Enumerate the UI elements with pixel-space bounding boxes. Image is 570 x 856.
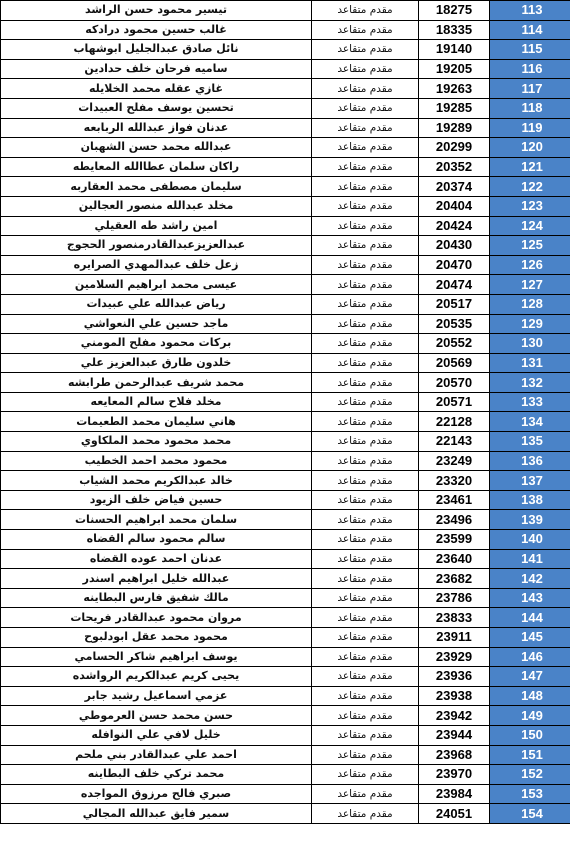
rank-cell: مقدم متقاعد: [312, 79, 419, 99]
number-cell: 22143: [419, 432, 490, 452]
sequence-cell: 116: [490, 59, 570, 79]
name-cell: زعل خلف عبدالمهدي الصرايره: [1, 255, 312, 275]
rank-cell: مقدم متقاعد: [312, 647, 419, 667]
table-row: [1, 392, 570, 412]
table-row: [1, 236, 570, 256]
number-cell: 19140: [419, 40, 490, 60]
table-row: [1, 196, 570, 216]
table-row: [1, 608, 570, 628]
name-cell: رياض عبدالله علي عبيدات: [1, 294, 312, 314]
table-row: [1, 804, 570, 824]
sequence-cell: 141: [490, 549, 570, 569]
name-cell: نائل صادق عبدالجليل ابوشهاب: [1, 40, 312, 60]
number-cell: 20424: [419, 216, 490, 236]
number-cell: 23942: [419, 706, 490, 726]
name-cell: خلدون طارق عبدالعزيز علي: [1, 353, 312, 373]
table-row: [1, 118, 570, 138]
name-cell: حسين فياض خلف الزيود: [1, 490, 312, 510]
number-cell: 20430: [419, 236, 490, 256]
sequence-cell: 146: [490, 647, 570, 667]
rank-cell: مقدم متقاعد: [312, 588, 419, 608]
table-row: [1, 510, 570, 530]
rank-cell: مقدم متقاعد: [312, 118, 419, 138]
sequence-cell: 147: [490, 667, 570, 687]
number-cell: 20571: [419, 392, 490, 412]
rank-cell: مقدم متقاعد: [312, 294, 419, 314]
number-cell: 20474: [419, 275, 490, 295]
name-cell: خليل لافي علي النوافله: [1, 725, 312, 745]
rank-cell: مقدم متقاعد: [312, 20, 419, 40]
rank-cell: مقدم متقاعد: [312, 471, 419, 491]
number-cell: 23461: [419, 490, 490, 510]
sequence-cell: 138: [490, 490, 570, 510]
number-cell: 23970: [419, 765, 490, 785]
rank-cell: مقدم متقاعد: [312, 373, 419, 393]
number-cell: 23496: [419, 510, 490, 530]
sequence-cell: 143: [490, 588, 570, 608]
table-row: [1, 59, 570, 79]
sequence-cell: 139: [490, 510, 570, 530]
number-cell: 20374: [419, 177, 490, 197]
number-cell: 20569: [419, 353, 490, 373]
name-cell: غازي عقله محمد الخلايله: [1, 79, 312, 99]
number-cell: 19263: [419, 79, 490, 99]
rank-cell: مقدم متقاعد: [312, 510, 419, 530]
number-cell: 20570: [419, 373, 490, 393]
sequence-cell: 124: [490, 216, 570, 236]
sequence-cell: 130: [490, 334, 570, 354]
sequence-cell: 150: [490, 725, 570, 745]
table-row: [1, 157, 570, 177]
retirees-table-body: [1, 1, 570, 824]
table-row: [1, 549, 570, 569]
rank-cell: مقدم متقاعد: [312, 451, 419, 471]
number-cell: 23944: [419, 725, 490, 745]
name-cell: عدنان فواز عبدالله الربابعه: [1, 118, 312, 138]
name-cell: يوسف ابراهيم شاكر الحسامي: [1, 647, 312, 667]
table-row: [1, 216, 570, 236]
name-cell: محمد محمود محمد الملكاوي: [1, 432, 312, 452]
table-row: [1, 294, 570, 314]
table-row: [1, 647, 570, 667]
table-row: [1, 432, 570, 452]
number-cell: 23640: [419, 549, 490, 569]
sequence-cell: 117: [490, 79, 570, 99]
number-cell: 23786: [419, 588, 490, 608]
number-cell: 19285: [419, 98, 490, 118]
rank-cell: مقدم متقاعد: [312, 353, 419, 373]
rank-cell: مقدم متقاعد: [312, 412, 419, 432]
rank-cell: مقدم متقاعد: [312, 745, 419, 765]
number-cell: 22128: [419, 412, 490, 432]
rank-cell: مقدم متقاعد: [312, 725, 419, 745]
sequence-cell: 125: [490, 236, 570, 256]
number-cell: 23682: [419, 569, 490, 589]
rank-cell: مقدم متقاعد: [312, 275, 419, 295]
rank-cell: مقدم متقاعد: [312, 98, 419, 118]
rank-cell: مقدم متقاعد: [312, 784, 419, 804]
sequence-cell: 114: [490, 20, 570, 40]
table-row: [1, 373, 570, 393]
table-row: [1, 471, 570, 491]
number-cell: 20517: [419, 294, 490, 314]
sequence-cell: 127: [490, 275, 570, 295]
sequence-cell: 129: [490, 314, 570, 334]
rank-cell: مقدم متقاعد: [312, 549, 419, 569]
name-cell: امين راشد طه العقيلي: [1, 216, 312, 236]
name-cell: سالم محمود سالم القضاه: [1, 530, 312, 550]
number-cell: 20552: [419, 334, 490, 354]
sequence-cell: 144: [490, 608, 570, 628]
name-cell: احمد علي عبدالقادر بني ملحم: [1, 745, 312, 765]
sequence-cell: 113: [490, 1, 570, 21]
table-row: [1, 569, 570, 589]
table-row: [1, 667, 570, 687]
sequence-cell: 137: [490, 471, 570, 491]
table-row: [1, 334, 570, 354]
sequence-cell: 140: [490, 530, 570, 550]
number-cell: 20352: [419, 157, 490, 177]
table-row: [1, 40, 570, 60]
rank-cell: مقدم متقاعد: [312, 1, 419, 21]
name-cell: مالك شفيق فارس البطاينه: [1, 588, 312, 608]
name-cell: سمير فايق عبدالله المجالي: [1, 804, 312, 824]
name-cell: تحسين يوسف مفلح العبيدات: [1, 98, 312, 118]
table-row: [1, 177, 570, 197]
rank-cell: مقدم متقاعد: [312, 177, 419, 197]
table-row: [1, 412, 570, 432]
rank-cell: مقدم متقاعد: [312, 138, 419, 158]
name-cell: عزمي اسماعيل رشيد جابر: [1, 686, 312, 706]
table-row: [1, 686, 570, 706]
rank-cell: مقدم متقاعد: [312, 59, 419, 79]
table-row: [1, 275, 570, 295]
table-row: [1, 79, 570, 99]
rank-cell: مقدم متقاعد: [312, 667, 419, 687]
number-cell: 19289: [419, 118, 490, 138]
sequence-cell: 120: [490, 138, 570, 158]
sequence-cell: 128: [490, 294, 570, 314]
rank-cell: مقدم متقاعد: [312, 314, 419, 334]
number-cell: 18335: [419, 20, 490, 40]
sequence-cell: 148: [490, 686, 570, 706]
name-cell: سلمان محمد ابراهيم الحسنات: [1, 510, 312, 530]
name-cell: عبدالله خليل ابراهيم اسندر: [1, 569, 312, 589]
name-cell: مخلد عبدالله منصور العجالين: [1, 196, 312, 216]
rank-cell: مقدم متقاعد: [312, 569, 419, 589]
number-cell: 20470: [419, 255, 490, 275]
table-row: [1, 314, 570, 334]
number-cell: 24051: [419, 804, 490, 824]
table-row: [1, 530, 570, 550]
name-cell: محمود محمد عقل ابودلبوح: [1, 628, 312, 648]
sequence-cell: 118: [490, 98, 570, 118]
number-cell: 23938: [419, 686, 490, 706]
name-cell: خالد عبدالكريم محمد الشياب: [1, 471, 312, 491]
name-cell: محمد تركي خلف البطاينه: [1, 765, 312, 785]
rank-cell: مقدم متقاعد: [312, 255, 419, 275]
table-row: [1, 628, 570, 648]
rank-cell: مقدم متقاعد: [312, 765, 419, 785]
table-row: [1, 20, 570, 40]
number-cell: 23968: [419, 745, 490, 765]
table-row: [1, 451, 570, 471]
name-cell: ماجد حسين علي النعواشي: [1, 314, 312, 334]
sequence-cell: 152: [490, 765, 570, 785]
name-cell: مروان محمود عبدالقادر فريحات: [1, 608, 312, 628]
name-cell: يحيى كريم عبدالكريم الرواشده: [1, 667, 312, 687]
rank-cell: مقدم متقاعد: [312, 196, 419, 216]
sequence-cell: 142: [490, 569, 570, 589]
table-row: [1, 706, 570, 726]
rank-cell: مقدم متقاعد: [312, 157, 419, 177]
number-cell: 23599: [419, 530, 490, 550]
number-cell: 23929: [419, 647, 490, 667]
rank-cell: مقدم متقاعد: [312, 804, 419, 824]
table-row: [1, 98, 570, 118]
sequence-cell: 151: [490, 745, 570, 765]
name-cell: عيسى محمد ابراهيم السلامين: [1, 275, 312, 295]
sequence-cell: 132: [490, 373, 570, 393]
sequence-cell: 149: [490, 706, 570, 726]
sequence-cell: 136: [490, 451, 570, 471]
name-cell: عبدالعزيزعبدالقادرمنصور الحجوج: [1, 236, 312, 256]
name-cell: تيسير محمود حسن الراشد: [1, 1, 312, 21]
sequence-cell: 135: [490, 432, 570, 452]
name-cell: حسن محمد حسن العرموطي: [1, 706, 312, 726]
number-cell: 23911: [419, 628, 490, 648]
name-cell: ساميه فرحان خلف حدادين: [1, 59, 312, 79]
number-cell: 19205: [419, 59, 490, 79]
name-cell: بركات محمود مفلح المومني: [1, 334, 312, 354]
name-cell: هاني سليمان محمد الطعيمات: [1, 412, 312, 432]
number-cell: 23249: [419, 451, 490, 471]
sequence-cell: 131: [490, 353, 570, 373]
rank-cell: مقدم متقاعد: [312, 392, 419, 412]
rank-cell: مقدم متقاعد: [312, 628, 419, 648]
name-cell: محمد شريف عبدالرحمن طرابشه: [1, 373, 312, 393]
sequence-cell: 123: [490, 196, 570, 216]
rank-cell: مقدم متقاعد: [312, 432, 419, 452]
table-row: [1, 765, 570, 785]
number-cell: 20535: [419, 314, 490, 334]
table-row: [1, 725, 570, 745]
table-row: [1, 588, 570, 608]
name-cell: راكان سلمان عطاالله المعايطه: [1, 157, 312, 177]
sequence-cell: 154: [490, 804, 570, 824]
name-cell: غالب حسين محمود درادكه: [1, 20, 312, 40]
sequence-cell: 119: [490, 118, 570, 138]
name-cell: محمود محمد احمد الخطيب: [1, 451, 312, 471]
sequence-cell: 122: [490, 177, 570, 197]
table-row: [1, 784, 570, 804]
rank-cell: مقدم متقاعد: [312, 334, 419, 354]
number-cell: 23320: [419, 471, 490, 491]
number-cell: 23936: [419, 667, 490, 687]
number-cell: 23984: [419, 784, 490, 804]
sequence-cell: 145: [490, 628, 570, 648]
sequence-cell: 134: [490, 412, 570, 432]
name-cell: عبدالله محمد حسن الشهبان: [1, 138, 312, 158]
number-cell: 23833: [419, 608, 490, 628]
rank-cell: مقدم متقاعد: [312, 236, 419, 256]
number-cell: 20299: [419, 138, 490, 158]
rank-cell: مقدم متقاعد: [312, 608, 419, 628]
table-row: [1, 1, 570, 21]
sequence-cell: 121: [490, 157, 570, 177]
table-row: [1, 353, 570, 373]
sequence-cell: 126: [490, 255, 570, 275]
name-cell: عدنان احمد عوده القضاه: [1, 549, 312, 569]
table-row: [1, 490, 570, 510]
sequence-cell: 153: [490, 784, 570, 804]
rank-cell: مقدم متقاعد: [312, 686, 419, 706]
rank-cell: مقدم متقاعد: [312, 490, 419, 510]
table-row: [1, 255, 570, 275]
number-cell: 18275: [419, 1, 490, 21]
rank-cell: مقدم متقاعد: [312, 706, 419, 726]
sequence-cell: 133: [490, 392, 570, 412]
name-cell: مخلد فلاح سالم المعايعه: [1, 392, 312, 412]
rank-cell: مقدم متقاعد: [312, 216, 419, 236]
rank-cell: مقدم متقاعد: [312, 40, 419, 60]
name-cell: صبري فالح مرزوق المواجده: [1, 784, 312, 804]
rank-cell: مقدم متقاعد: [312, 530, 419, 550]
name-cell: سليمان مصطفى محمد العقاربه: [1, 177, 312, 197]
sequence-cell: 115: [490, 40, 570, 60]
table-row: [1, 138, 570, 158]
number-cell: 20404: [419, 196, 490, 216]
table-row: [1, 745, 570, 765]
